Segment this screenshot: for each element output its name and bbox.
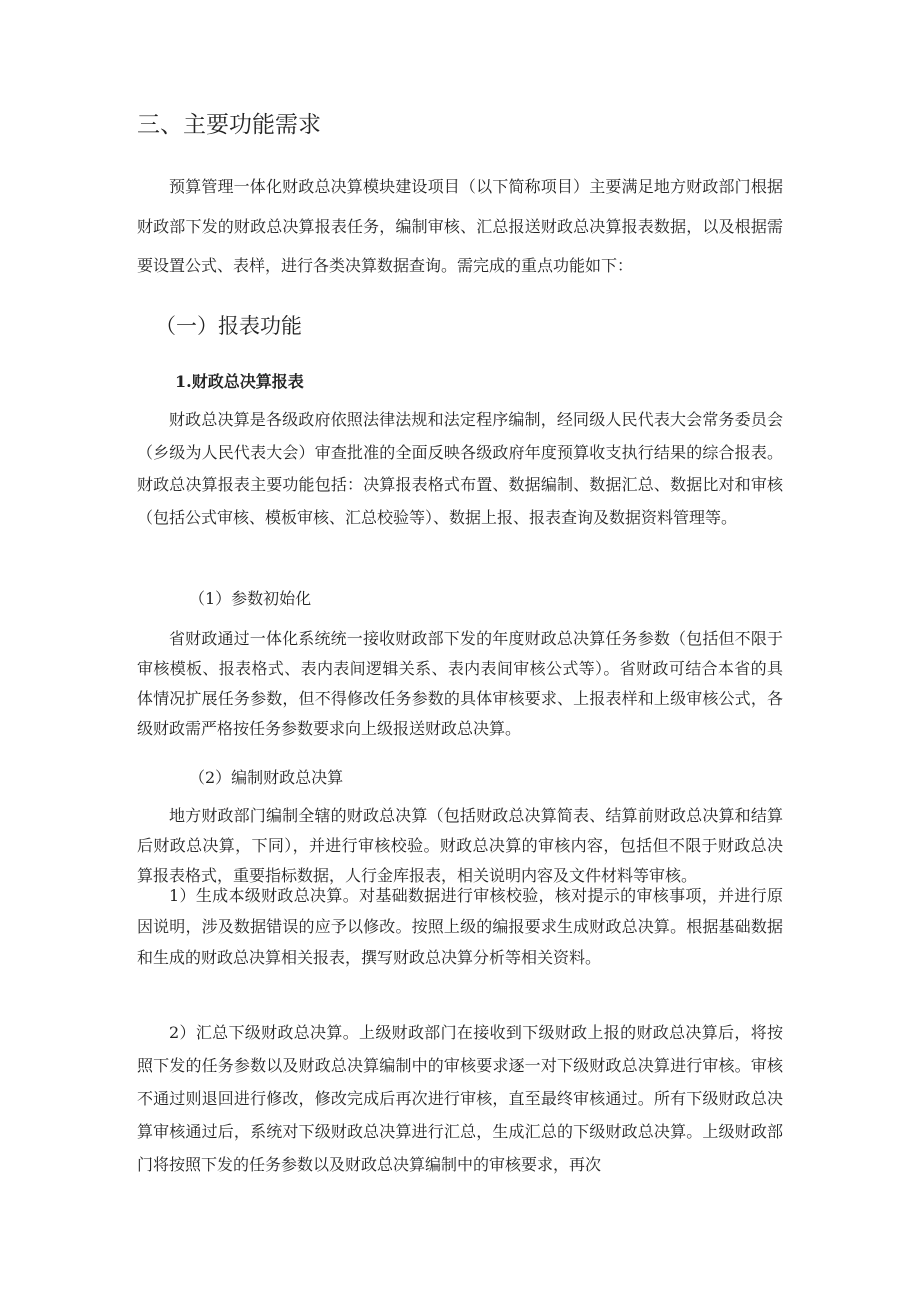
item-body-paragraph: 财政总决算是各级政府依照法律法规和法定程序编制，经同级人民代表大会常务委员会（乡级为人民代表大会）审查批准的全面反映各级政府年度预算收支执行结果的综合报表。财政总决算报表主要功能包括：决算报表格式布置、数据编制、数据汇总、数据比对和审核（包括公式审核、模板审核、汇总校验等）、数据上报、报表查询及数据资料管理等。: [137, 410, 783, 527]
compile-paragraph: 地方财政部门编制全辖的财政总决算（包括财政总决算简表、结算前财政总决算和结算后财政总决算，下同），并进行审核校验。财政总决算的审核内容，包括但不限于财政总决算报表格式，重要指标数据，人行金库报表，相关说明内容及文件材料等审核。: [137, 806, 783, 885]
compile-step2-paragraph: 2）汇总下级财政总决算。上级财政部门在接收到下级财政上报的财政总决算后，将按照下发的任务参数以及财政总决算编制中的审核要求逐一对下级财政总决算进行审核。审核不通过则退回进行修改，修改完成后再次进行审核，直至最终审核通过。所有下级财政总决算审核通过后，系统对下级财政总决算进行汇总，生成汇总的下级财政总决算。上级财政部门将按照下发的任务参数以及财政总决算编制中的审核要求，再次: [137, 1023, 783, 1174]
item-heading: 1.财政总决算报表: [175, 372, 304, 391]
param-init-heading: （1）参数初始化: [189, 589, 312, 608]
section-heading: 三、主要功能需求: [137, 112, 321, 138]
compile-step1-paragraph: 1）生成本级财政总决算。对基础数据进行审核校验，核对提示的审核事项，并进行原因说明，涉及数据错误的应予以修改。按照上级的编报要求生成财政总决算。根据基础数据和生成的财政总决算相关报表，撰写财政总决算分析等相关资料。: [137, 886, 783, 967]
param-init-paragraph: 省财政通过一体化系统统一接收财政部下发的年度财政总决算任务参数（包括但不限于审核模板、报表格式、表内表间逻辑关系、表内表间审核公式等）。省财政可结合本省的具体情况扩展任务参数，但不得修改任务参数的具体审核要求、上报表样和上级审核公式，各级财政需严格按任务参数要求向上级报送财政总决算。: [137, 629, 783, 738]
subsection-heading: （一）报表功能: [155, 314, 302, 338]
compile-heading: （2）编制财政总决算: [189, 768, 344, 787]
section-intro-paragraph: 预算管理一体化财政总决算模块建设项目（以下简称项目）主要满足地方财政部门根据财政部下发的财政总决算报表任务，编制审核、汇总报送财政总决算报表数据，以及根据需要设置公式、表样，进行各类决算数据查询。需完成的重点功能如下：: [137, 177, 783, 275]
